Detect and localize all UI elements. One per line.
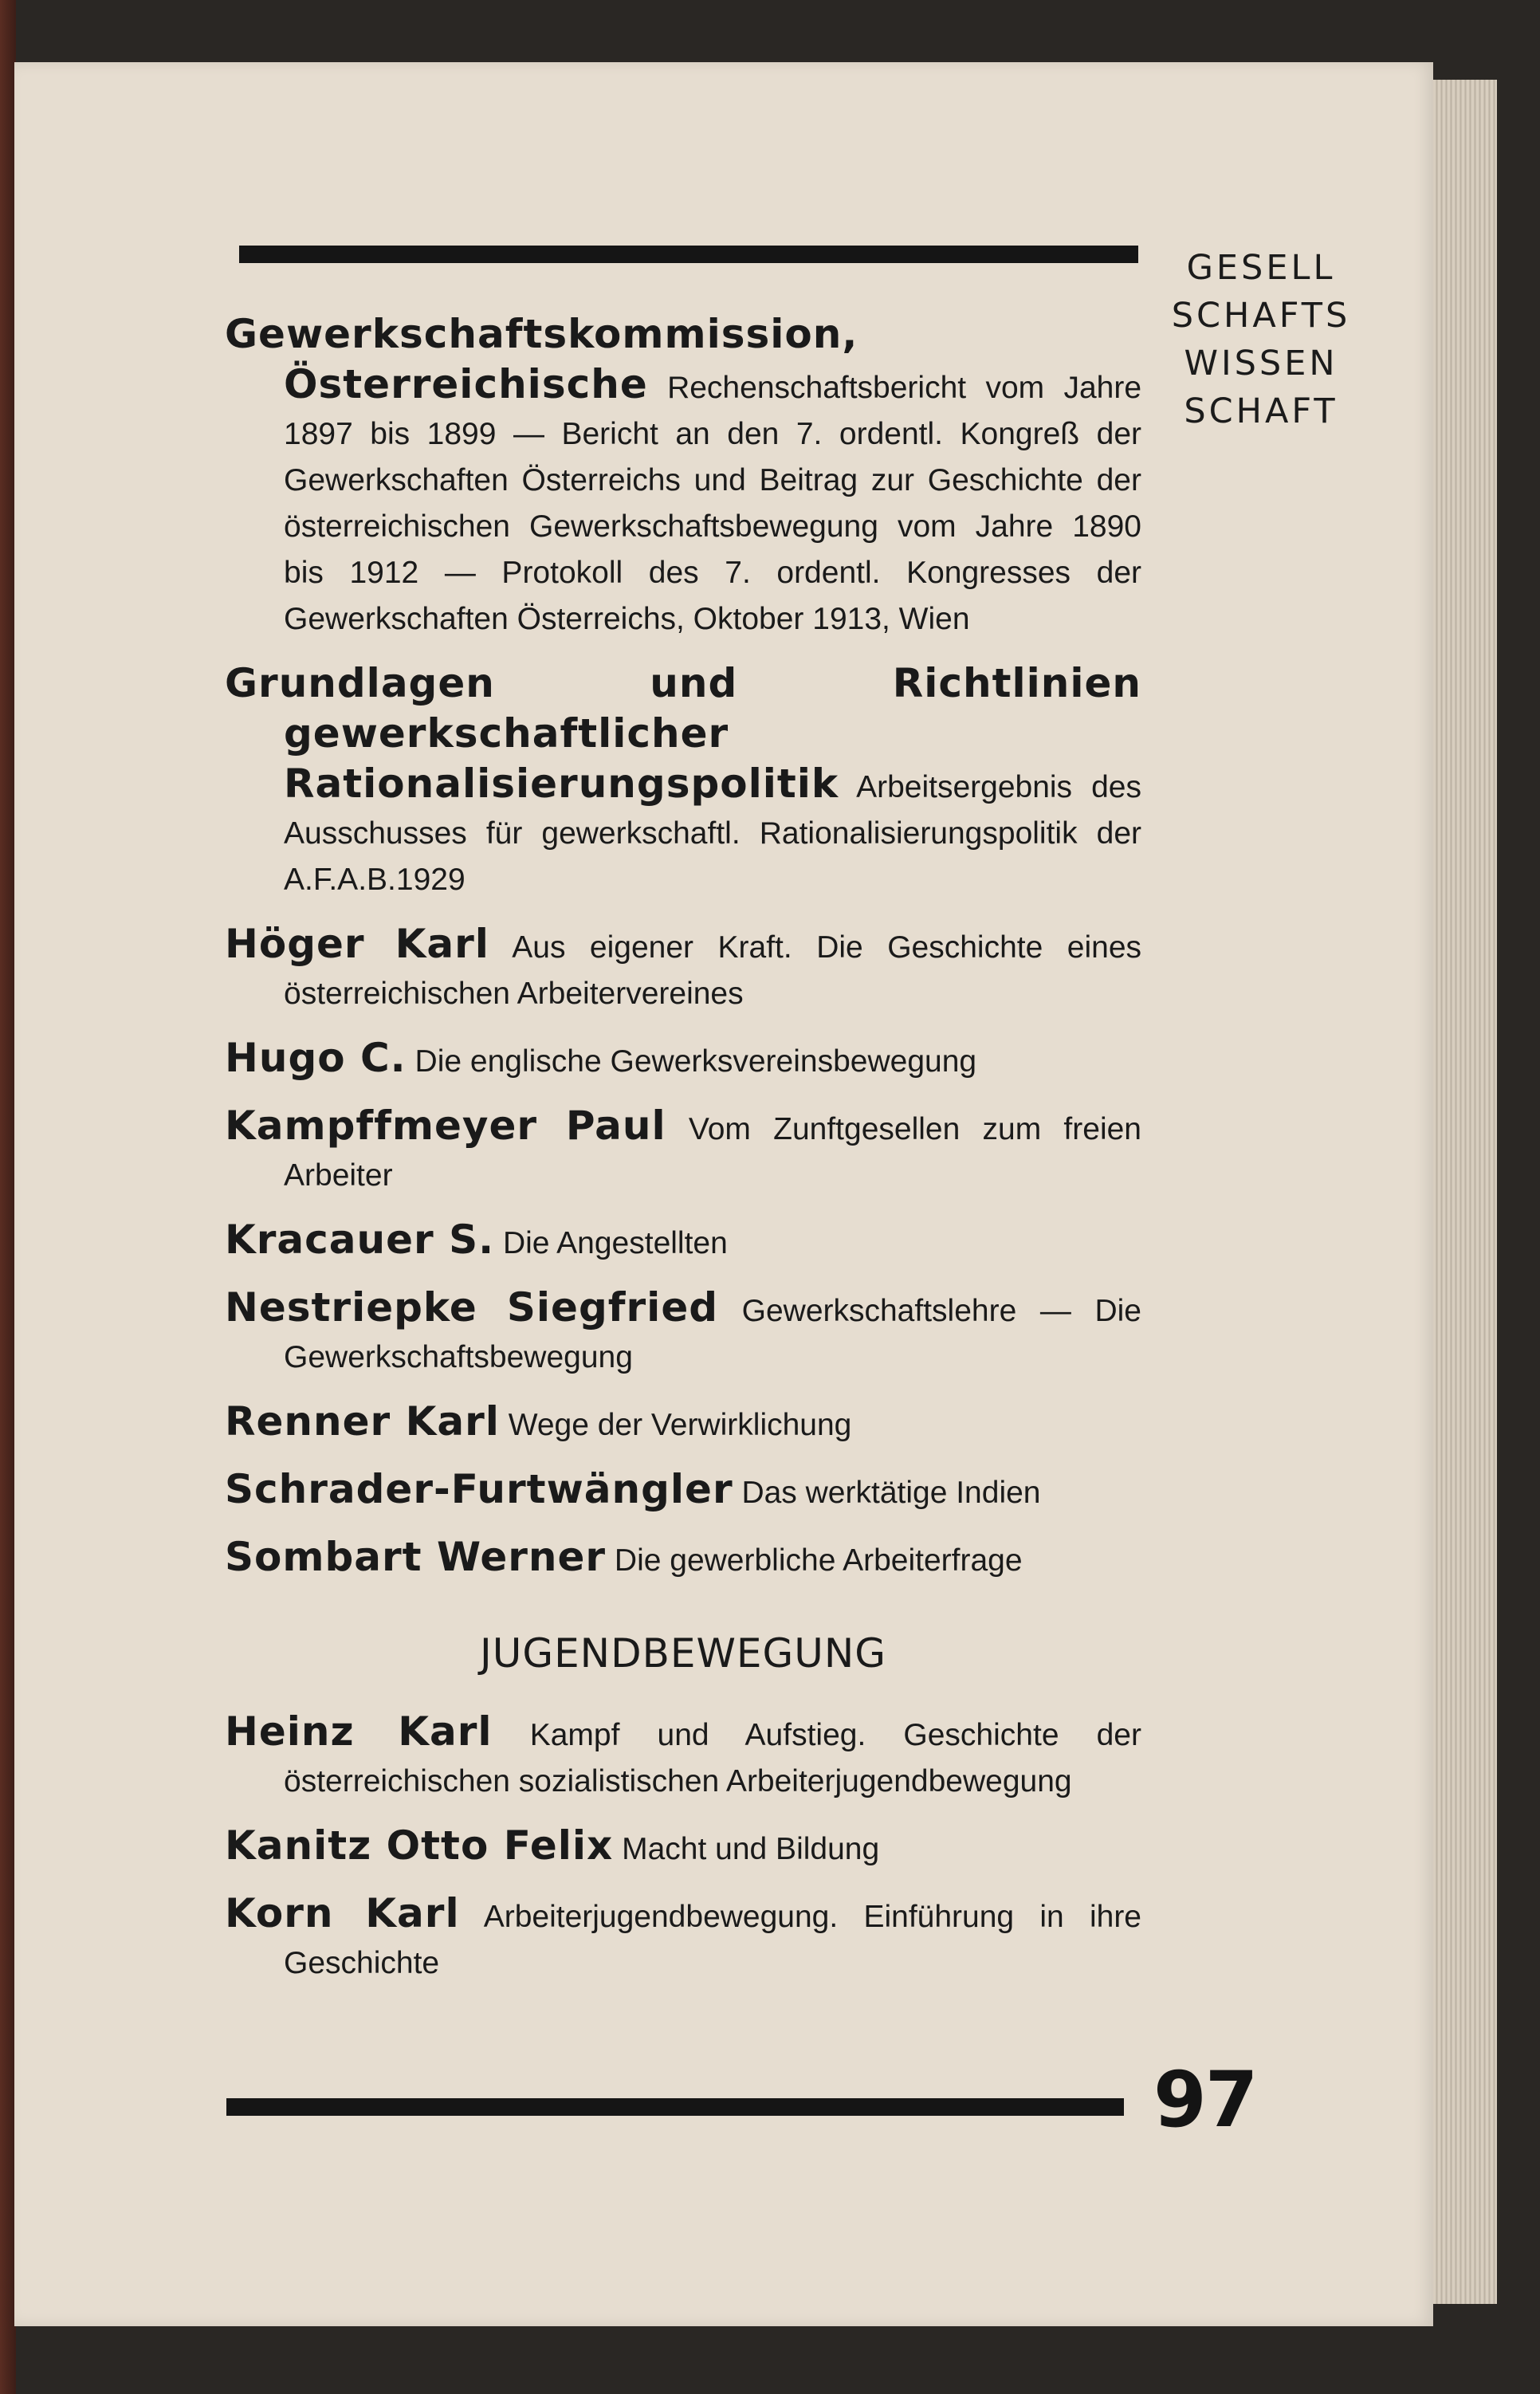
bibliography-entry <box>225 1398 1141 1449</box>
entry-author: Renner Karl <box>225 1398 500 1445</box>
entry-title: Arbeitsergebnis des Ausschusses für gewerkschaftl. Rationalisierungspolitik der A.F.A.B.1929 <box>284 770 1141 897</box>
book-spine <box>0 0 16 2394</box>
bibliography-entry <box>225 1466 1141 1516</box>
entry-author: Höger Karl <box>225 921 489 967</box>
entry-title: Gewerkschaftslehre — Die Gewerkschaftsbewegung <box>284 1294 1141 1374</box>
entry-title: Vom Zunftgesellen zum freien Arbeiter <box>284 1112 1141 1193</box>
page-number: 97 <box>1153 2055 1257 2144</box>
bibliography-entry <box>225 311 1141 643</box>
entry-author: Sombart Werner <box>225 1534 607 1580</box>
section-heading: JUGENDBEWEGUNG <box>480 1630 886 1677</box>
entry-author: Korn Karl <box>225 1890 460 1936</box>
top-rule <box>239 246 1138 263</box>
entry-title: Aus eigener Kraft. Die Geschichte eines österreichischen Arbeitervereines <box>284 930 1142 1011</box>
entry-title: Rechenschaftsbericht vom Jahre 1897 bis 1899 — Bericht an den 7. ordentl. Kongreß der Gewerkschaften Österreichs und Beitrag zur Geschichte der österreichischen Gewerkschaftsbewegung vom Jahre 1890 bis 1912 — Protokoll des 7. ordentl. Kongresses der Gewerkschaften Österreichs, Oktober 1913, Wien <box>284 371 1142 636</box>
bibliography-entry <box>225 1103 1141 1199</box>
section-label-line: SCHAFT <box>1184 391 1338 431</box>
bibliography-entry <box>225 1284 1141 1381</box>
entry-author: Kampffmeyer Paul <box>225 1103 666 1149</box>
entry-author: Heinz Karl <box>225 1708 493 1755</box>
bibliography-entry <box>225 921 1141 1017</box>
entry-author: Hugo C. <box>225 1035 407 1081</box>
bibliography-entry <box>225 1890 1141 1987</box>
bibliography-list <box>225 311 1141 2004</box>
bibliography-entry <box>225 1534 1141 1584</box>
section-label-line: WISSEN <box>1184 344 1338 383</box>
entry-title: Wege der Verwirklichung <box>508 1408 852 1442</box>
entry-author: Gewerkschaftskommission, Österreichische <box>225 311 858 407</box>
entry-author: Kanitz Otto Felix <box>225 1822 614 1869</box>
bibliography-entry <box>225 1708 1141 1805</box>
entry-title: Kampf und Aufstieg. Geschichte der österreichischen sozialistischen Arbeiterjugendbewegung <box>284 1718 1141 1798</box>
entry-author: Schrader-Furtwängler <box>225 1466 733 1512</box>
entry-title: Arbeiterjugendbewegung. Einführung in ihre Geschichte <box>284 1900 1141 1980</box>
bottom-rule <box>226 2098 1124 2116</box>
entry-title: Die gewerbliche Arbeiterfrage <box>614 1543 1023 1578</box>
entry-title: Die Angestellten <box>502 1226 728 1260</box>
entry-author: Nestriepke Siegfried <box>225 1284 719 1331</box>
section-label-line: GESELL <box>1186 248 1336 288</box>
page-edges <box>1433 80 1497 2304</box>
entry-author: Grundlagen und Richtlinien gewerkschaftlicher Rationalisierungspolitik <box>225 660 1141 807</box>
section-label-line: SCHAFTS <box>1171 296 1351 336</box>
entry-title: Die englische Gewerksvereinsbewegung <box>414 1044 977 1079</box>
bibliography-entry <box>225 1217 1141 1267</box>
entry-author: Kracauer S. <box>225 1217 495 1263</box>
entry-title: Das werktätige Indien <box>741 1476 1041 1510</box>
bibliography-entry <box>225 1822 1141 1873</box>
bibliography-entry <box>225 660 1141 903</box>
bibliography-entry <box>225 1035 1141 1085</box>
entry-title: Macht und Bildung <box>622 1832 880 1866</box>
section-label <box>1157 244 1365 435</box>
